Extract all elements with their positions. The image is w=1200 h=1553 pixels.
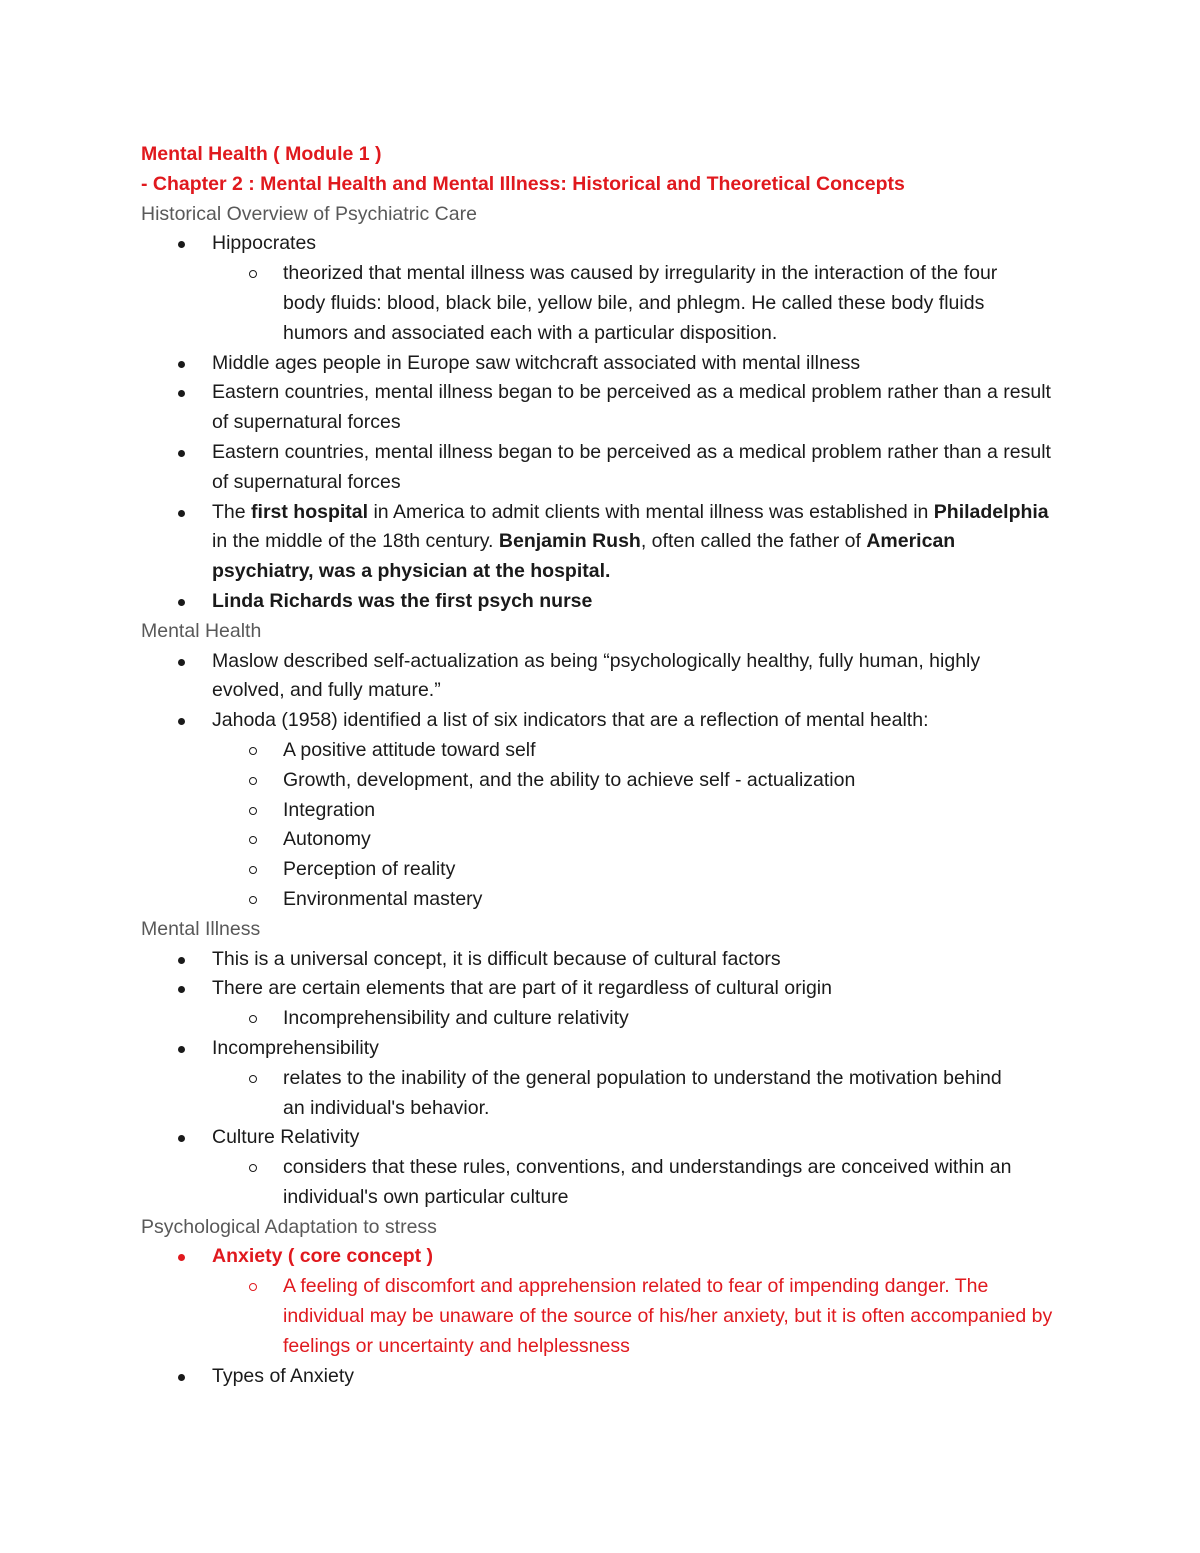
list-item [141,974,1081,1034]
text-run-bold: American psychiatry, was a physician at the hospital. [212,530,956,583]
text-run-bold: Benjamin Rush [498,530,641,553]
document-title: Mental Health ( Module 1 ) [141,143,382,165]
list-item-text: Incomprehensibility [212,1036,379,1059]
list-item [212,1004,1081,1034]
text-run: in the middle of the 18th century. [212,530,499,553]
list-item-text: Linda Richards was the first psych nurse [212,589,593,612]
list-item [212,825,1081,855]
list-item [212,1272,1073,1361]
list-item [212,259,1043,348]
list-item [212,1153,1053,1213]
list-item [212,885,1081,915]
list-item [141,587,1081,617]
list-item-text: theorized that mental illness was caused by irregularity in the interaction of the four body fluids: blood, black bile, yellow bile, and phlegm. He called these body fluids humors and associated each with a particular disposition. [283,262,998,344]
list-item-text: Hippocrates [212,232,317,255]
list-item-text: There are certain elements that are part of it regardless of cultural origin [212,977,832,1000]
list-item [141,945,1081,975]
list-item-text: Growth, development, and the ability to achieve self - actualization [283,768,856,791]
list-item-text: relates to the inability of the general population to understand the motivation behind an individual's behavior. [283,1066,1002,1119]
incomp-sublist [141,1064,1081,1124]
list-item-text: Maslow described self-actualization as being “psychologically healthy, fully human, highly evolved, and fully mature.” [212,649,981,702]
list-item-text: Culture Relativity [212,1126,360,1149]
text-run-bold: first hospital [251,500,369,523]
historical-list [141,229,1081,616]
list-item-text: A feeling of discomfort and apprehension related to fear of impending danger. The individual may be unaware of the source of his/her anxiety, but it is often accompanied by feelings or uncertainty and helplessness [283,1275,1053,1357]
list-item [141,1242,1081,1361]
section-heading-adaptation: Psychological Adaptation to stress [141,1215,437,1238]
list-item [212,766,1081,796]
document-page [141,140,1081,1391]
list-item-text: Eastern countries, mental illness began to be perceived as a medical problem rather than a result of supernatural forces [212,381,1051,434]
list-item [141,1362,1081,1392]
list-item [141,1123,1081,1212]
list-item [141,378,1062,438]
list-item [141,498,1052,587]
section-heading-mental-illness: Mental Illness [141,917,261,940]
text-run: , often called the father of [640,530,867,553]
anxiety-sublist [141,1272,1081,1361]
list-item-text: A positive attitude toward self [283,738,536,761]
mental-illness-list [141,945,1081,1213]
list-item [141,438,1062,498]
list-item [141,349,1081,379]
section-heading-mental-health: Mental Health [141,619,262,642]
list-item-text: Incomprehensibility and culture relativity [283,1007,629,1030]
list-item-text: Types of Anxiety [212,1364,354,1387]
list-item [141,1034,1081,1123]
indicator-sublist [141,736,1081,915]
list-item-text: This is a universal concept, it is difficult because of cultural factors [212,947,781,970]
list-item-text: Autonomy [283,828,371,851]
hippocrates-sublist [141,259,1081,348]
list-item [141,229,1081,348]
adaptation-list [141,1242,1081,1391]
list-item-text: Perception of reality [283,858,456,881]
list-item-text: Integration [283,798,376,821]
list-item [141,647,1052,707]
list-item-text: Jahoda (1958) identified a list of six indicators that are a reflection of mental health: [212,709,929,732]
list-item [141,706,1081,915]
section-heading-historical: Historical Overview of Psychiatric Care [141,202,477,225]
list-item [212,855,1081,885]
list-item [212,736,1081,766]
list-item-text: Eastern countries, mental illness began to be perceived as a medical problem rather than a result of supernatural forces [212,440,1051,493]
list-item-text: Middle ages people in Europe saw witchcraft associated with mental illness [212,351,861,374]
text-run-bold: Philadelphia [933,500,1049,523]
list-item-text: considers that these rules, conventions, and understandings are conceived within an individual's own particular culture [283,1156,1012,1208]
text-run: in America to admit clients with mental illness was established in [368,500,934,523]
text-run: The [212,500,252,523]
list-item-text: Environmental mastery [283,887,483,910]
culture-sublist [141,1153,1081,1213]
mental-health-list [141,647,1081,915]
list-item [212,796,1081,826]
list-item [212,1064,1023,1124]
chapter-title: - Chapter 2 : Mental Health and Mental Illness: Historical and Theoretical Concepts [141,172,905,195]
list-item-text: Anxiety ( core concept ) [212,1245,434,1268]
elements-sublist [141,1004,1081,1034]
